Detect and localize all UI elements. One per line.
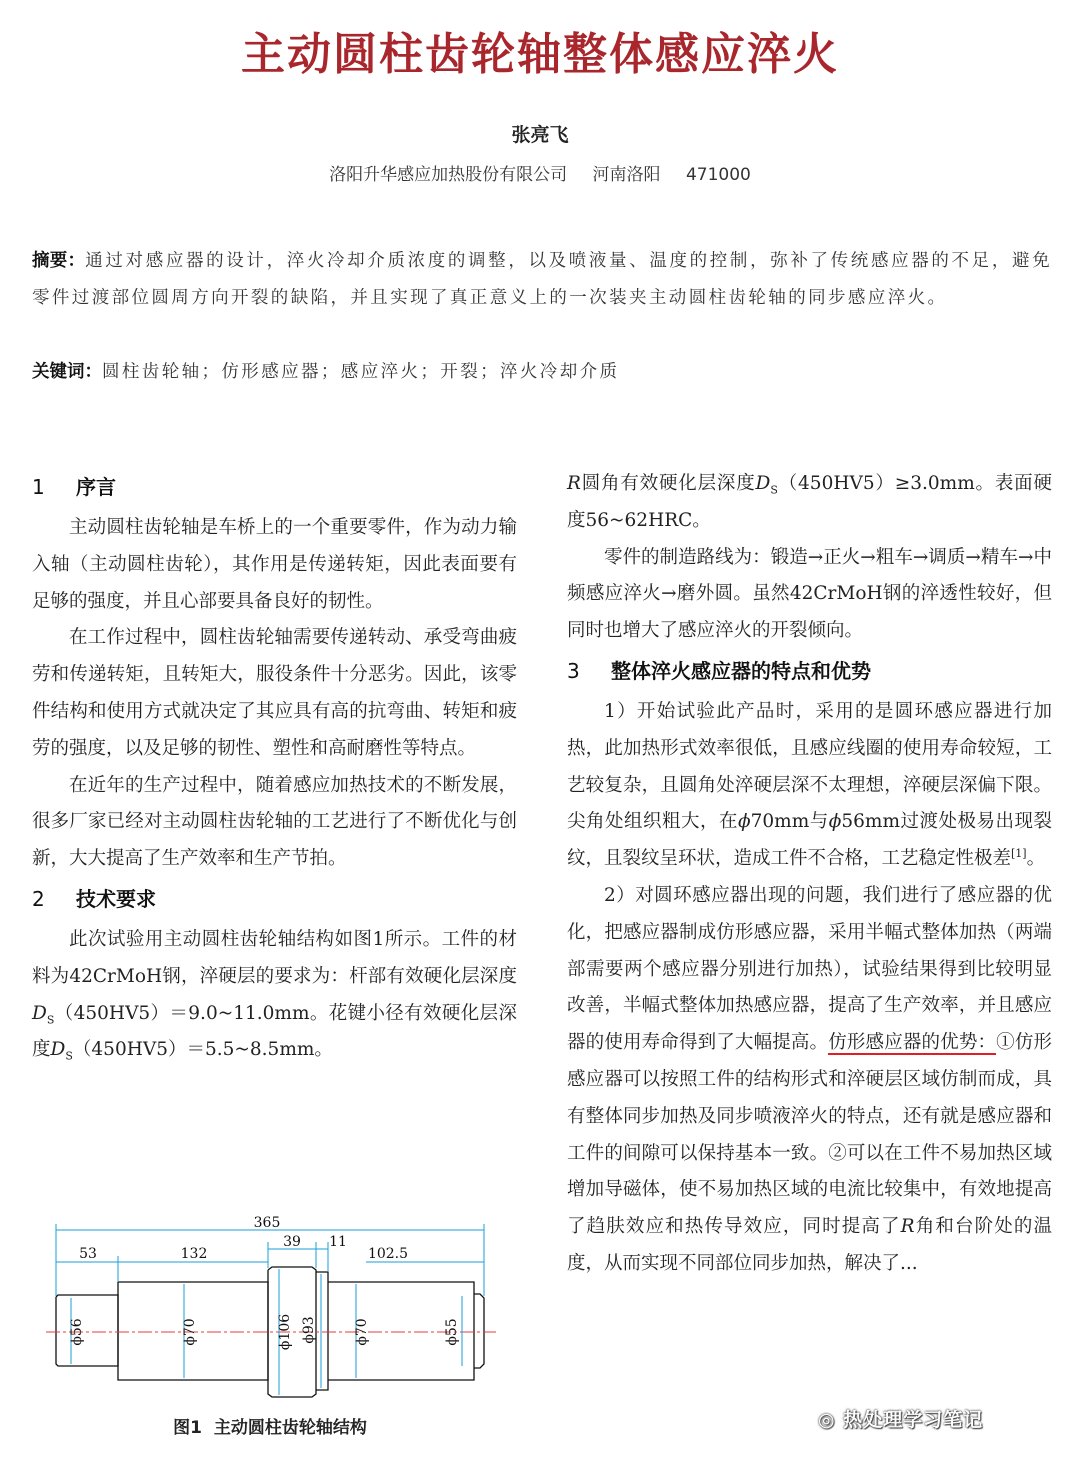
section-2-paragraph-1-cont bbox=[567, 466, 1052, 540]
ds-subscript: S bbox=[65, 1050, 73, 1064]
section-1-title: 序言 bbox=[76, 475, 116, 499]
author: 张亮飞 bbox=[511, 124, 569, 146]
paper-title: 主动圆柱齿轮轴整体感应淬火 bbox=[241, 29, 839, 80]
highlighted-advantage: 仿形感应器的优势： bbox=[828, 1032, 997, 1054]
affiliation-postcode: 471000 bbox=[685, 165, 751, 185]
diam-93: ϕ93 bbox=[301, 1316, 317, 1344]
s3-p1-d1: 70mm与 bbox=[750, 811, 829, 833]
figure-caption bbox=[0, 1413, 540, 1438]
section-2-number: 2 bbox=[32, 886, 45, 911]
diam-56: ϕ56 bbox=[69, 1318, 85, 1346]
figure-number: 图1 bbox=[173, 1418, 202, 1438]
right-column bbox=[567, 466, 1052, 1283]
section-1-heading bbox=[32, 466, 517, 510]
section-3-heading bbox=[567, 650, 1052, 694]
abstract bbox=[32, 243, 1052, 317]
r-symbol: R bbox=[900, 1216, 915, 1238]
figure-caption-text: 主动圆柱齿轮轴结构 bbox=[213, 1418, 367, 1438]
keywords-label: 关键词： bbox=[32, 362, 102, 382]
s2-p2-part-c: （450HV5）≥3.0mm。表面硬度56~62HRC。 bbox=[567, 473, 1052, 531]
s2-p2-part-b: 圆角有效硬化层深度 bbox=[580, 473, 756, 494]
section-1-paragraph-2: 在工作过程中，圆柱齿轮轴需要传递转动、承受弯曲疲劳和传递转矩，且转矩大，服役条件十分恶劣。因此，该零件结构和使用方式就决定了其应具有高的抗弯曲、转矩和疲劳的强度，以及足够的韧性、塑性和高耐磨性等特点。 bbox=[32, 627, 517, 759]
phi-symbol: ϕ bbox=[828, 811, 842, 833]
abstract-label: 摘要： bbox=[32, 251, 86, 271]
section-2-paragraph-1 bbox=[32, 922, 517, 1069]
section-2-heading bbox=[32, 878, 517, 922]
section-3-title: 整体淬火感应器的特点和优势 bbox=[611, 658, 871, 683]
section-1-paragraph-3: 在近年的生产过程中，随着感应加热技术的不断发展，很多厂家已经对主动圆柱齿轮轴的工艺进行了不断优化与创新，大大提高了生产效率和生产节拍。 bbox=[32, 774, 517, 870]
phi-symbol: ϕ bbox=[737, 811, 751, 833]
section-1-paragraph-1: 主动圆柱齿轮轴是车桥上的一个重要零件，作为动力输入轴（主动圆柱齿轮），其作用是传递转矩，因此表面要有足够的强度，并且心部要具备良好的韧性。 bbox=[32, 517, 517, 612]
dim-39: 39 bbox=[283, 1234, 301, 1250]
ds-subscript: S bbox=[770, 483, 778, 497]
dim-total: 365 bbox=[253, 1215, 281, 1231]
section-2-paragraph-2: 零件的制造路线为：锻造→正火→粗车→调质→精车→中频感应淬火→磨外圆。虽然42CrMoH钢的淬透性较好，但同时也增大了感应淬火的开裂倾向。 bbox=[567, 546, 1052, 642]
dim-11: 11 bbox=[329, 1234, 347, 1250]
diam-70a: ϕ70 bbox=[182, 1318, 198, 1346]
ds-symbol: D bbox=[50, 1039, 66, 1061]
dimension-lines bbox=[56, 1224, 484, 1395]
dim-53: 53 bbox=[79, 1246, 97, 1262]
ds-symbol: D bbox=[32, 1002, 47, 1024]
diam-70b: ϕ70 bbox=[354, 1318, 370, 1346]
watermark-text: 热处理学习笔记 bbox=[843, 1409, 984, 1431]
end-55 bbox=[474, 1294, 484, 1368]
left-column bbox=[32, 466, 517, 1069]
s3-p2-part-a: 2）对圆环感应器出现的问题，我们进行了感应器的优化，把感应器制成仿形感应器，采用半幅式整体加热（两端部需要两个感应器分别进行加热），试验结果得到比较明显改善，半幅式整体加热感应器，提高了生产效率，并且感应器的使用寿命得到了大幅提高。 bbox=[567, 884, 1052, 1054]
s3-p1-d2: 56mm过渡处极易出现裂纹，且裂纹呈环状，造成工件不合格，工艺稳定性极差 bbox=[567, 811, 1052, 870]
watermark bbox=[818, 1405, 983, 1432]
s3-p1-part-a: 1）开始试验此产品时，采用的是圆环感应器进行加热，此加热形式效率很低，且感应线圈的使用寿命较短，工艺较复杂，且圆角处淬硬层深不太理想，淬硬层深偏下限。尖角处组织粗大，在 bbox=[567, 700, 1052, 833]
keywords bbox=[32, 354, 1052, 391]
affiliation-company: 洛阳升华感应加热股份有限公司 bbox=[329, 165, 568, 185]
section-1-number: 1 bbox=[32, 475, 45, 499]
dim-102-5: 102.5 bbox=[367, 1246, 409, 1262]
step-93 bbox=[316, 1272, 328, 1390]
affiliation bbox=[0, 160, 1080, 185]
shaft-drawing bbox=[36, 1212, 506, 1422]
section-3-number: 3 bbox=[567, 658, 580, 683]
s2-p1-part-c: （450HV5）＝5.5~8.5mm。 bbox=[72, 1039, 333, 1061]
spline-left bbox=[56, 1295, 118, 1366]
abstract-text: 通过对感应器的设计，淬火冷却介质浓度的调整，以及喷液量、温度的控制，弥补了传统感应器的不足，避免零件过渡部位圆周方向开裂的缺陷，并且实现了真正意义上的一次装夹主动圆柱齿轮轴的同步感应淬火。 bbox=[32, 251, 1053, 308]
affiliation-location: 河南洛阳 bbox=[592, 165, 661, 185]
s3-p1-end: 。 bbox=[1026, 848, 1046, 870]
ds-symbol: D bbox=[755, 473, 771, 494]
section-3-paragraph-2 bbox=[567, 878, 1052, 1283]
s3-p2-part-c: 角和台阶处的温度，从而实现不同部位同步加热，解决了... bbox=[567, 1216, 1052, 1274]
r-symbol: R bbox=[567, 473, 581, 494]
ds-subscript: S bbox=[46, 1013, 55, 1027]
section-3-paragraph-1 bbox=[567, 694, 1052, 878]
diam-55: ϕ55 bbox=[444, 1318, 460, 1346]
s3-p2-part-b: ①仿形感应器可以按照工件的结构形式和淬硬层区域仿制而成，具有整体同步加热及同步喷液淬火的特点，还有就是感应器和工件的间隙可以保持基本一致。②可以在工件不易加热区域增加导磁体，使不易加热区域的电流比较集中，有效地提高了趋肤效应和热传导效应，同时提高了 bbox=[567, 1032, 1052, 1238]
diam-106: ϕ106 bbox=[277, 1313, 293, 1351]
section-2-title: 技术要求 bbox=[76, 886, 156, 911]
watermark-icon: ◎ bbox=[818, 1409, 844, 1431]
keywords-text: 圆柱齿轮轴；仿形感应器；感应淬火；开裂；淬火冷却介质 bbox=[102, 362, 620, 382]
reference-1[interactable]: [1] bbox=[1011, 847, 1027, 861]
dim-132: 132 bbox=[180, 1246, 208, 1262]
s2-p1-part-a: 此次试验用主动圆柱齿轮轴结构如图1所示。工件的材料为42CrMoH钢，淬硬层的要求为：杆部有效硬化层深度 bbox=[32, 928, 517, 987]
s2-p1-part-b: （450HV5）＝9.0~11.0mm。花键小径有效硬化层深度 bbox=[32, 1002, 517, 1061]
